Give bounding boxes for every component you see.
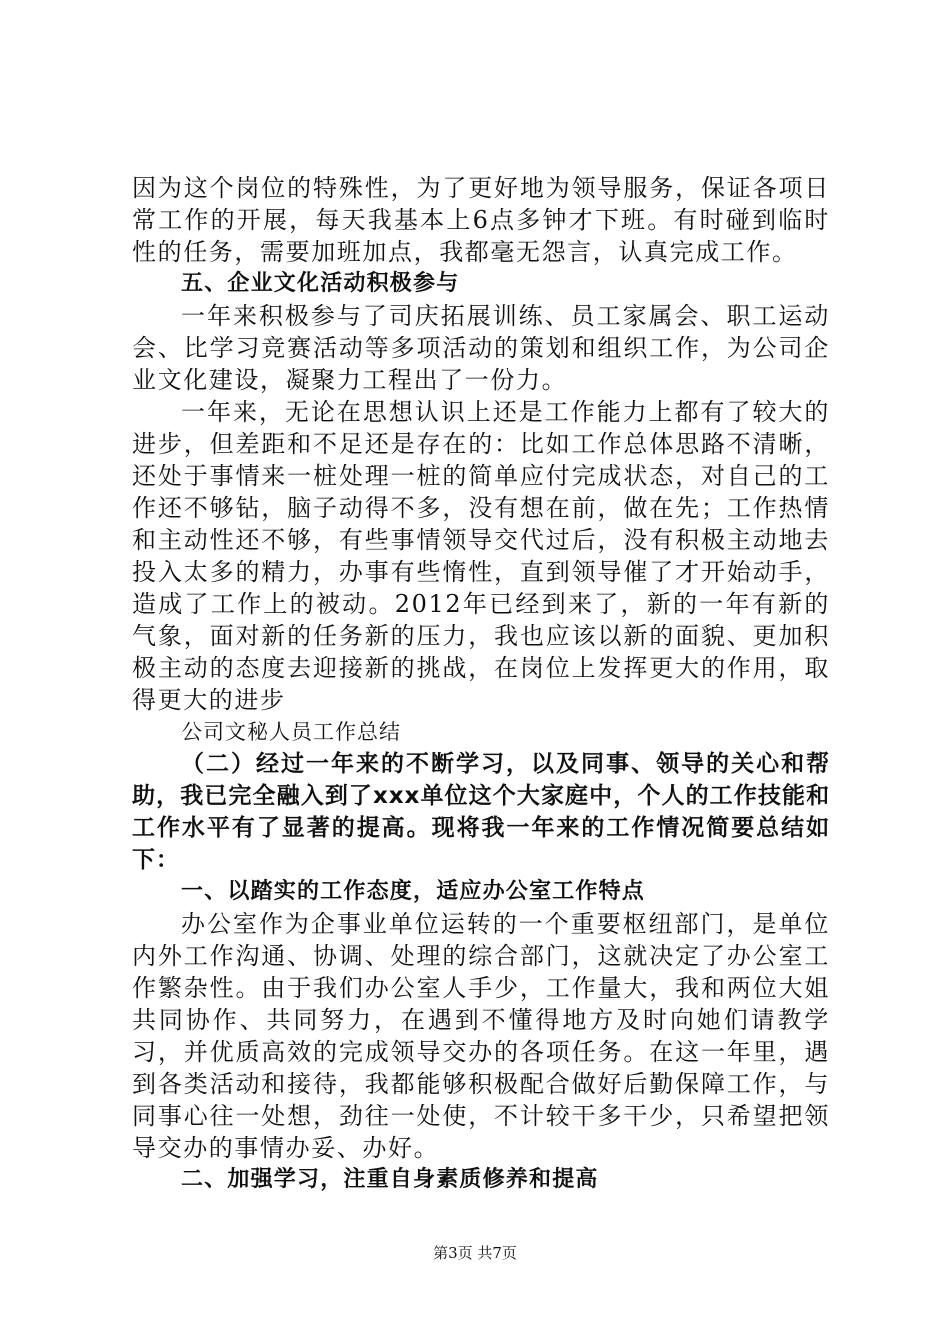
document-subtitle: 公司文秘人员工作总结 <box>181 720 401 744</box>
page-number-footer: 第3页 共7页 <box>433 1244 517 1262</box>
paragraph-office-work: 办公室作为企事业单位运转的一个重要枢纽部门，是单位内外工作沟通、协调、处理的综合部门，这就决定了办公室工作繁杂性。由于我们办公室人手少，工作量大，我和两位大姐共同协作、共同努力，在遇到不懂得地方及时向她们请教学习，并优质高效的完成领导交办的各项任务。在这一年里，遇到各类活动和接待，我都能够积极配合做好后勤保障工作，与同事心往一处想，劲往一处使，不计较干多干少，只希望把领导交办的事情办妥、办好。 <box>132 910 830 1162</box>
intro-bold-paragraph: （二）经过一年来的不断学习，以及同事、领导的关心和帮助，我已完全融入到了xxx单位这个大家庭中，个人的工作技能和工作水平有了显著的提高。现将我一年来的工作情况简要总结如下： <box>132 751 830 873</box>
paragraph-culture-activities: 一年来积极参与了司庆拓展训练、员工家属会、职工运动会、比学习竞赛活动等多项活动的策划和组织工作，为公司企业文化建设，凝聚力工程出了一份力。 <box>132 302 830 394</box>
document-body <box>132 172 830 1196</box>
section-heading-1: 一、以踏实的工作态度，适应办公室工作特点 <box>181 879 646 904</box>
paragraph-continuation: 因为这个岗位的特殊性，为了更好地为领导服务，保证各项日常工作的开展，每天我基本上6点多钟才下班。有时碰到临时性的任务，需要加班加点，我都毫无怨言，认真完成工作。 <box>132 174 830 266</box>
section-heading-5: 五、企业文化活动积极参与 <box>181 271 460 296</box>
paragraph-self-assessment: 一年来，无论在思想认识上还是工作能力上都有了较大的进步，但差距和不足还是存在的：比如工作总体思路不清晰，还处于事情来一桩处理一桩的简单应付完成状态，对自己的工作还不够钻，脑子动得不多，没有想在前，做在先；工作热情和主动性还不够，有些事情领导交代过后，没有积极主动地去投入太多的精力，办事有些惰性，直到领导催了才开始动手，造成了工作上的被动。2012年已经到来了，新的一年有新的气象，面对新的任务新的压力，我也应该以新的面貌、更加积极主动的态度去迎接新的挑战，在岗位上发挥更大的作用，取得更大的进步 <box>132 398 830 714</box>
section-heading-2: 二、加强学习，注重自身素质修养和提高 <box>181 1167 599 1192</box>
